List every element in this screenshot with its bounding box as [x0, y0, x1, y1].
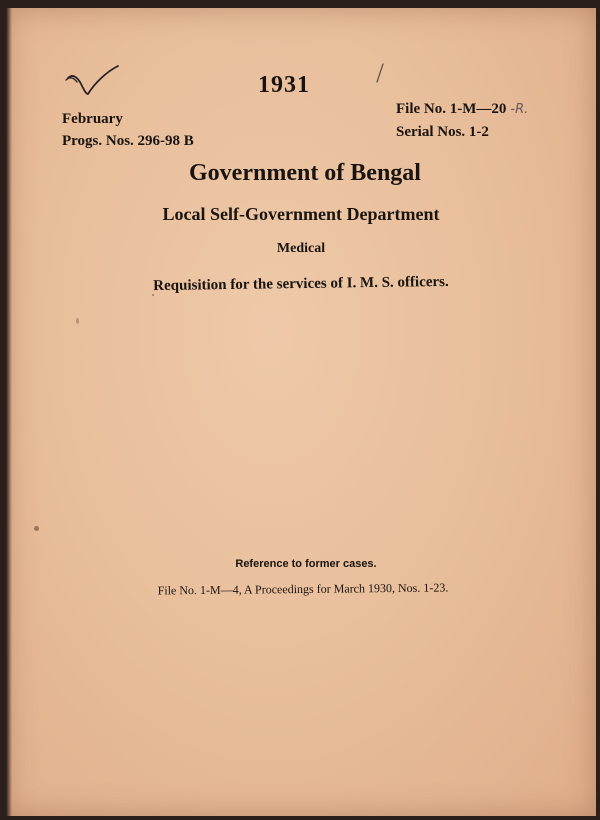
progs-label: Progs. Nos. 296-98 B [62, 133, 194, 149]
serial-numbers: Serial Nos. 1-2 [396, 124, 489, 140]
paper-speck [34, 526, 39, 531]
handwritten-check-mark-icon [62, 60, 122, 100]
document-page [6, 8, 596, 816]
paper-speck [76, 318, 79, 324]
file-meta [396, 98, 528, 144]
pencil-mark-icon [374, 62, 386, 84]
branch-label: Medical [276, 241, 326, 256]
reference-heading: Reference to former cases. [235, 558, 377, 570]
paper-speck [152, 294, 154, 296]
month-label: February [62, 111, 123, 127]
file-number-text: File No. 1-M—20 [396, 101, 507, 117]
department-title: Local Self-Government Department [162, 204, 440, 224]
file-suffix-annotation: -R. [510, 102, 529, 117]
page-edge-shadow [6, 8, 12, 816]
document-year: 1931 [258, 72, 310, 98]
subject-line: Requisition for the services of I. M. S. officers. [153, 273, 449, 295]
reference-text: File No. 1-M—4, A Proceedings for March 1930, Nos. 1-23. [157, 580, 449, 598]
file-number [396, 98, 528, 121]
government-title: Government of Bengal [189, 160, 421, 186]
proceedings-meta [62, 108, 194, 152]
